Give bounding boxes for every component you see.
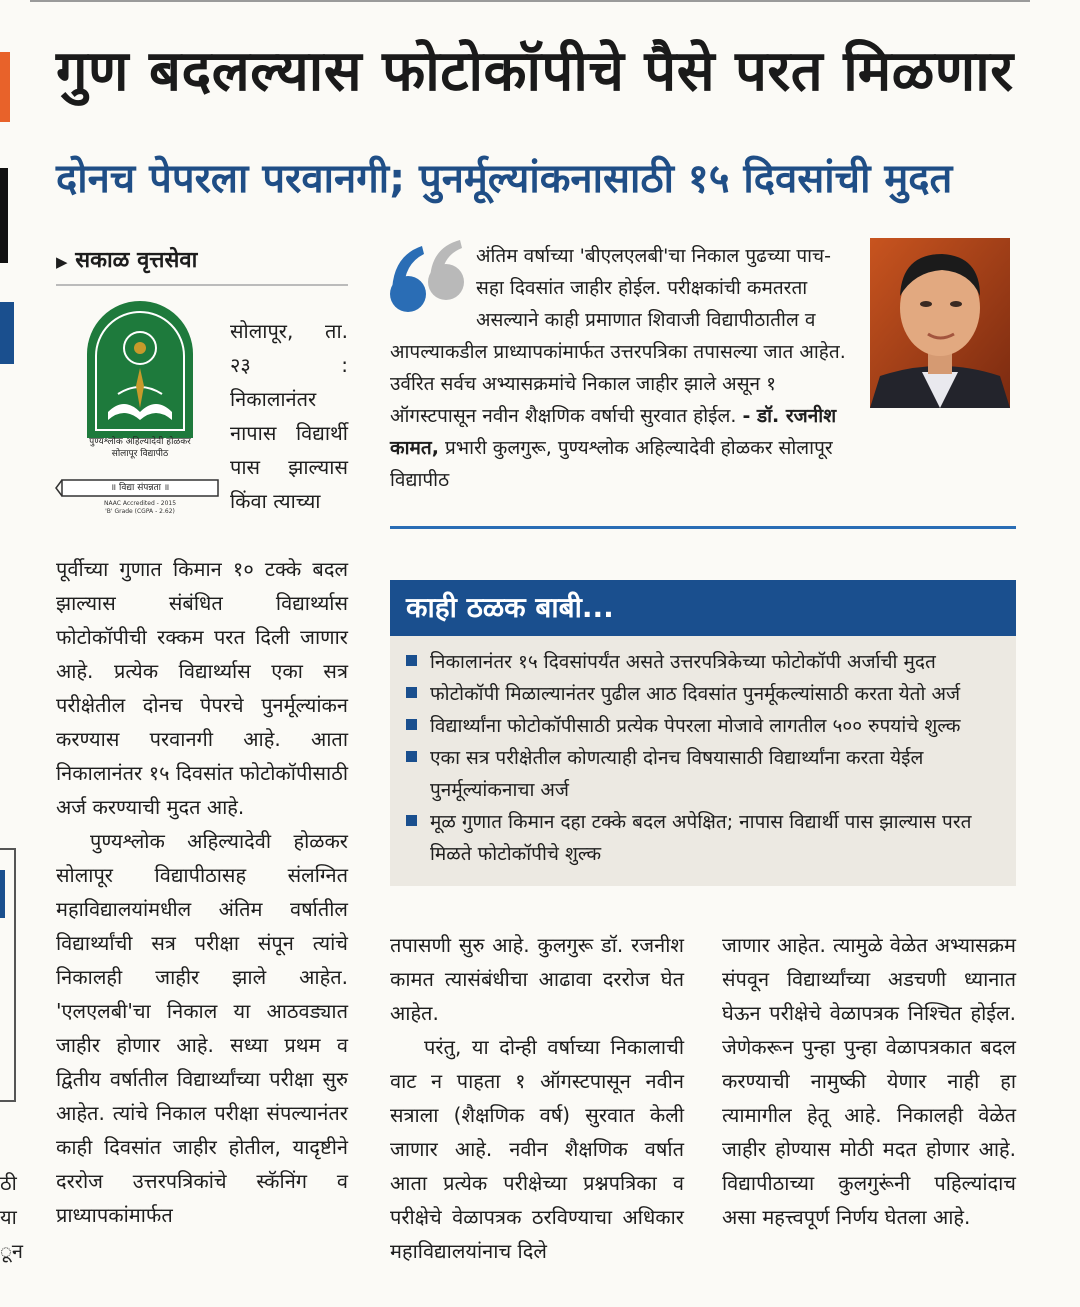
- edge-fragment: या: [0, 1205, 17, 1229]
- highlights-title: काही ठळक बाबी...: [406, 591, 614, 624]
- portrait-image: [870, 238, 1010, 408]
- highlight-text: एका सत्र परीक्षेतील कोणत्याही दोनच विषयासाठी विद्यार्थ्यांना करता येईल पुनर्मूल्यांकनाचा अर्ज: [430, 747, 924, 801]
- edge-black-block: [0, 168, 8, 263]
- article-column-left: [56, 552, 348, 1232]
- logo-accreditation: [60, 500, 220, 516]
- quote-text: अंतिम वर्षाच्या 'बीएलएलबी'चा निकाल पुढच्या पाच-सहा दिवसांत जाहीर होईल. परीक्षकांची कमतरता असल्याने काही प्रमाणात शिवाजी विद्यापीठातील व आपल्याकडील प्राध्यापकांमार्फत उत्तरपत्रिका तपासल्या जात आहेत. उर्वरित सर्वच अभ्यासक्रमांचे निकाल जाहीर झाले असून १ ऑगस्टपासून नवीन शैक्षणिक वर्षाची सुरवात होईल.: [390, 245, 846, 427]
- highlight-text: फोटोकॉपी मिळाल्यानंतर पुढील आठ दिवसांत पुनर्मूकल्यांसाठी करता येतो अर्ज: [430, 683, 961, 705]
- caret-right-icon: ▶: [56, 253, 68, 271]
- article-column-middle: [390, 928, 684, 1268]
- highlight-item: [406, 646, 1002, 678]
- square-bullet-icon: [406, 655, 417, 666]
- edge-blue-block: [0, 302, 14, 364]
- logo-line: पुण्यश्लोक अहिल्यादेवी होळकर: [89, 437, 191, 447]
- quote-designation: प्रभारी कुलगुरू, पुण्यश्लोक अहिल्यादेवी होळकर सोलापूर विद्यापीठ: [390, 437, 833, 491]
- university-logo: [60, 296, 220, 522]
- article-paragraph: पुण्यश्लोक अहिल्यादेवी होळकर सोलापूर विद्यापीठासह संलग्नित महाविद्यालयांमधील अंतिम वर्षातील विद्यार्थ्यांची सत्र परीक्षा संपून त्यांचे निकालही जाहीर झाले आहेत. 'एलएलबी'चा निकाल या आठवड्यात जाहीर होणार आहे. सध्या प्रथम व द्वितीय वर्षातील विद्यार्थ्यांच्या परीक्षा सुरु आहेत. त्यांचे निकाल परीक्षा संपल्यानंतर काही दिवसांत जाहीर होतील, यादृष्टीने दररोज उत्तरपत्रिकांचे स्कॅनिंग व प्राध्यापकांमार्फत: [56, 829, 348, 1227]
- headline: गुण बदलल्यास फोटोकॉपीचे पैसे परत मिळणार: [56, 39, 1014, 104]
- article-intro: सोलापूर, ता. २३ : निकालानंतर नापास विद्यार्थी पास झाल्यास किंवा त्याच्या: [230, 319, 348, 513]
- highlight-item: [406, 710, 1002, 742]
- square-bullet-icon: [406, 687, 417, 698]
- byline: [56, 246, 197, 277]
- accreditation-line: 'B' Grade (CGPA - 2.62): [105, 508, 175, 515]
- vice-chancellor-photo: [870, 238, 1010, 408]
- accreditation-line: NAAC Accredited - 2015: [103, 500, 177, 507]
- subheadline: दोनच पेपरला परवानगी; पुनर्मूल्यांकनासाठी १५ दिवसांची मुदत: [56, 156, 953, 202]
- top-rule: [30, 0, 1030, 2]
- byline-text: सकाळ वृत्तसेवा: [75, 248, 198, 273]
- byline-rule: [56, 284, 348, 286]
- quote-spacer: [390, 240, 476, 314]
- pull-quote: [390, 240, 858, 496]
- article-paragraph: पूर्वीच्या गुणात किमान १० टक्के बदल झाल्यास संबंधित विद्यार्थ्यास फोटोकॉपीची रक्कम परत दिली जाणार आहे. प्रत्येक विद्यार्थ्यास एका सत्र परीक्षेतील दोनच पेपरचे पुनर्मूल्यांकन करण्यास परवानगी आहे. आता निकालानंतर १५ दिवसांत फोटोकॉपीसाठी अर्ज करण्याची मुदत आहे.: [56, 557, 348, 819]
- article-paragraph: परंतु, या दोन्ही वर्षाच्या निकालाची वाट न पाहता १ ऑगस्टपासून नवीन सत्राला (शैक्षणिक वर्ष) सुरवात केली जाणार आहे. नवीन शैक्षणिक वर्षात आता प्रत्येक परीक्षेच्या प्रश्नपत्रिका व परीक्षेचे वेळापत्रक ठरविण्याचा अधिकार महाविद्यालयांनाच दिले: [390, 1035, 684, 1263]
- edge-fragment: ून: [0, 1239, 23, 1263]
- highlight-item: [406, 678, 1002, 710]
- edge-red-block: [0, 52, 10, 122]
- square-bullet-icon: [406, 751, 417, 762]
- article-paragraph: जाणार आहेत. त्यामुळे वेळेत अभ्यासक्रम संपवून विद्यार्थ्यांच्या अडचणी ध्यानात घेऊन परीक्षेचे वेळापत्रक निश्चित होईल. जेणेकरून पुन्हा पुन्हा वेळापत्रकात बदल करण्याची नामुष्की येणार नाही हा त्यामागील हेतू आहे. निकालही वेळेत जाहीर होण्यास मोठी मदत होणार आहे. विद्यापीठाच्या कुलगुरूंनी पहिल्यांदाच असा महत्त्वपूर्ण निर्णय घेतला आहे.: [722, 933, 1016, 1229]
- highlights-list: [406, 646, 1002, 870]
- edge-blue-bar: [0, 870, 5, 918]
- quote-divider: [390, 526, 1016, 529]
- quote-author: - डॉ. रजनीश कामत,: [390, 405, 837, 459]
- highlight-text: निकालानंतर १५ दिवसांपर्यंत असते उत्तरपत्रिकेच्या फोटोकॉपी अर्जाची मुदत: [430, 651, 936, 673]
- highlight-text: विद्यार्थ्यांना फोटोकॉपीसाठी प्रत्येक पेपरला मोजावे लागतील ५०० रुपयांचे शुल्क: [430, 715, 961, 737]
- logo-caption: [60, 436, 220, 460]
- logo-motto: ॥ विद्या संपन्नता ॥: [110, 483, 170, 493]
- article-column-right: [722, 928, 1016, 1234]
- highlight-text: मूळ गुणात किमान दहा टक्के बदल अपेक्षित; नापास विद्यार्थी पास झाल्यास परत मिळते फोटोकॉपीचे शुल्क: [430, 811, 972, 865]
- logo-line: सोलापूर विद्यापीठ: [111, 449, 169, 459]
- highlight-item: [406, 742, 1002, 806]
- square-bullet-icon: [406, 815, 417, 826]
- highlight-item: [406, 806, 1002, 870]
- square-bullet-icon: [406, 719, 417, 730]
- edge-fragment: ठी: [0, 1171, 17, 1195]
- article-paragraph: तपासणी सुरु आहे. कुलगुरू डॉ. रजनीश कामत त्यासंबंधीचा आढावा दररोज घेत आहेत.: [390, 933, 684, 1025]
